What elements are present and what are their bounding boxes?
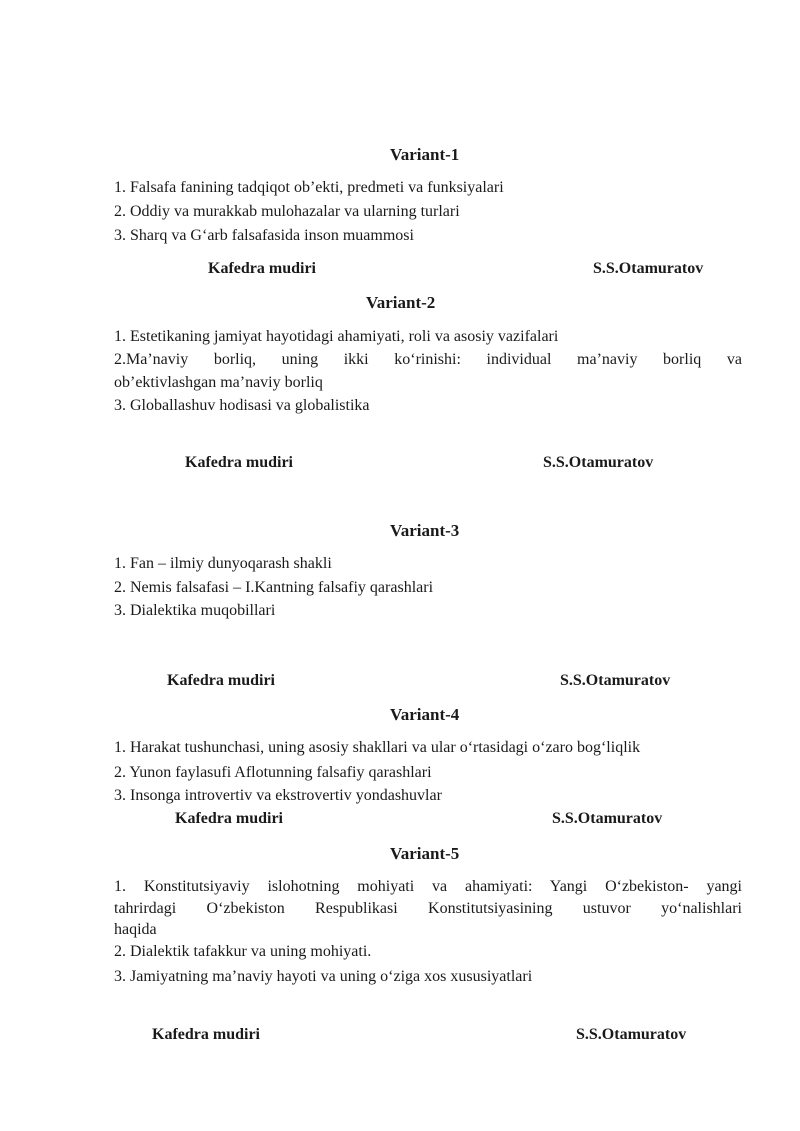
variant-1-signature-name: S.S.Otamuratov — [593, 260, 704, 277]
variant-2-signature-name: S.S.Otamuratov — [543, 454, 654, 471]
variant-1-item-2: 2. Oddiy va murakkab mulohazalar va ularning turlari — [114, 203, 460, 220]
variant-4-signature-label: Kafedra mudiri — [175, 810, 283, 827]
variant-4-signature-name: S.S.Otamuratov — [552, 810, 663, 827]
variant-5-item-1-end: haqida — [114, 921, 157, 938]
variant-1-signature-label: Kafedra mudiri — [208, 260, 316, 277]
variant-5-item-3: 3. Jamiyatning ma’naviy hayoti va uning o‘ziga xos xususiyatlari — [114, 968, 533, 985]
variant-2-item-2: 2.Ma’naviy borliq, uning ikki ko‘rinishi: individual ma’naviy borliq va — [114, 351, 742, 368]
variant-1-item-3: 3. Sharq va G‘arb falsafasida inson muammosi — [114, 227, 414, 244]
variant-5-item-2: 2. Dialektik tafakkur va uning mohiyati. — [114, 943, 372, 960]
variant-4-item-2: 2. Yunon faylasufi Aflotunning falsafiy qarashlari — [114, 764, 432, 781]
variant-3-item-1: 1. Fan – ilmiy dunyoqarash shakli — [114, 555, 332, 572]
variant-3-item-2: 2. Nemis falsafasi – I.Kantning falsafiy qarashlari — [114, 579, 434, 596]
variant-5-signature-label: Kafedra mudiri — [152, 1026, 260, 1043]
variant-1-title: Variant-1 — [390, 145, 460, 164]
variant-2-signature-label: Kafedra mudiri — [185, 454, 293, 471]
variant-3-signature-name: S.S.Otamuratov — [560, 672, 671, 689]
variant-2-item-3: 3. Globallashuv hodisasi va globalistika — [114, 397, 370, 414]
variant-3-item-3: 3. Dialektika muqobillari — [114, 602, 276, 619]
variant-2-item-1: 1. Estetikaning jamiyat hayotidagi ahamiyati, roli va asosiy vazifalari — [114, 328, 559, 345]
variant-2-item-2-continued: ob’ektivlashgan ma’naviy borliq — [114, 374, 323, 391]
variant-5-item-1-continued: tahrirdagi O‘zbekiston Respublikasi Konstitutsiyasining ustuvor yo‘nalishlari — [114, 900, 742, 917]
variant-4-item-1: 1. Harakat tushunchasi, uning asosiy shakllari va ular o‘rtasidagi o‘zaro bog‘liqlik — [114, 739, 641, 756]
variant-4-title: Variant-4 — [390, 705, 460, 724]
variant-1-item-1: 1. Falsafa fanining tadqiqot ob’ekti, predmeti va funksiyalari — [114, 179, 504, 196]
variant-5-signature-name: S.S.Otamuratov — [576, 1026, 687, 1043]
variant-5-item-1: 1. Konstitutsiyaviy islohotning mohiyati va ahamiyati: Yangi O‘zbekiston- yangi — [114, 878, 742, 895]
variant-5-title: Variant-5 — [390, 844, 460, 863]
variant-2-title: Variant-2 — [366, 293, 436, 312]
variant-3-signature-label: Kafedra mudiri — [167, 672, 275, 689]
variant-4-item-3: 3. Insonga introvertiv va ekstrovertiv yondashuvlar — [114, 787, 442, 804]
variant-3-title: Variant-3 — [390, 521, 460, 540]
